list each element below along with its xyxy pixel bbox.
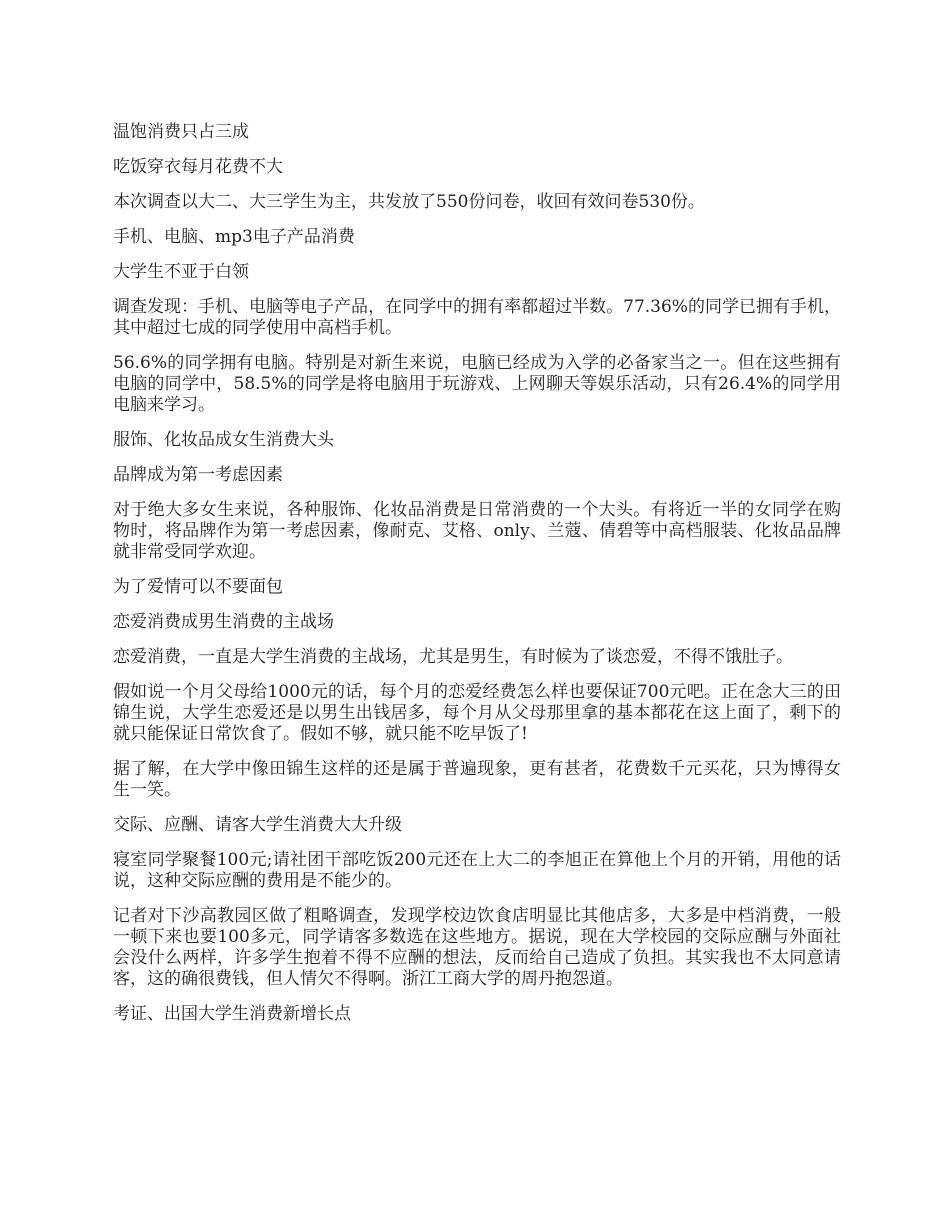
- section-subheading: 大学生不亚于白领: [113, 262, 249, 282]
- section-subheading: 吃饭穿衣每月花费不大: [113, 157, 283, 177]
- section-heading: 为了爱情可以不要面包: [113, 577, 283, 597]
- body-paragraph: 56.6%的同学拥有电脑。特别是对新生来说，电脑已经成为入学的必备家当之一。但在这些拥有电脑的同学中，58.5%的同学是将电脑用于玩游戏、上网聊天等娱乐活动，只有26.4%的同学用电脑来学习。: [113, 353, 841, 415]
- body-paragraph: 寝室同学聚餐100元;请社团干部吃饭200元还在上大二的李旭正在算他上个月的开销，用他的话说，这种交际应酬的费用是不能少的。: [113, 850, 841, 891]
- document-body: [113, 122, 841, 1039]
- body-paragraph: 恋爱消费，一直是大学生消费的主战场，尤其是男生，有时候为了谈恋爱，不得不饿肚子。: [113, 647, 793, 667]
- section-heading: 温饱消费只占三成: [113, 122, 249, 142]
- section-subheading: 品牌成为第一考虑因素: [113, 465, 283, 485]
- body-paragraph: 对于绝大多女生来说，各种服饰、化妆品消费是日常消费的一个大头。有将近一半的女同学在购物时，将品牌作为第一考虑因素，像耐克、艾格、only、兰蔻、倩碧等中高档服装、化妆品品牌就非常受同学欢迎。: [113, 500, 841, 562]
- section-subheading: 恋爱消费成男生消费的主战场: [113, 612, 334, 632]
- body-paragraph: 据了解，在大学中像田锦生这样的还是属于普遍现象，更有甚者，花费数千元买花，只为博得女生一笑。: [113, 759, 841, 800]
- section-heading: 交际、应酬、请客大学生消费大大升级: [113, 815, 402, 835]
- section-heading: 考证、出国大学生消费新增长点: [113, 1004, 351, 1024]
- body-paragraph: 记者对下沙高教园区做了粗略调查，发现学校边饮食店明显比其他店多，大多是中档消费，一般一顿下来也要100多元，同学请客多数选在这些地方。据说，现在大学校园的交际应酬与外面社会没什么两样，许多学生抱着不得不应酬的想法，反而给自己造成了负担。其实我也不太同意请客，这的确很费钱，但人情欠不得啊。浙江工商大学的周丹抱怨道。: [113, 906, 841, 989]
- section-heading: 手机、电脑、mp3电子产品消费: [113, 227, 355, 247]
- body-paragraph: 调查发现：手机、电脑等电子产品，在同学中的拥有率都超过半数。77.36%的同学已拥有手机，其中超过七成的同学使用中高档手机。: [113, 297, 841, 338]
- section-heading: 服饰、化妆品成女生消费大头: [113, 430, 334, 450]
- body-paragraph: 本次调查以大二、大三学生为主，共发放了550份问卷，收回有效问卷530份。: [113, 192, 705, 212]
- body-paragraph: 假如说一个月父母给1000元的话，每个月的恋爱经费怎么样也要保证700元吧。正在念大三的田锦生说，大学生恋爱还是以男生出钱居多，每个月从父母那里拿的基本都花在这上面了，剩下的就只能保证日常饮食了。假如不够，就只能不吃早饭了!: [113, 682, 841, 744]
